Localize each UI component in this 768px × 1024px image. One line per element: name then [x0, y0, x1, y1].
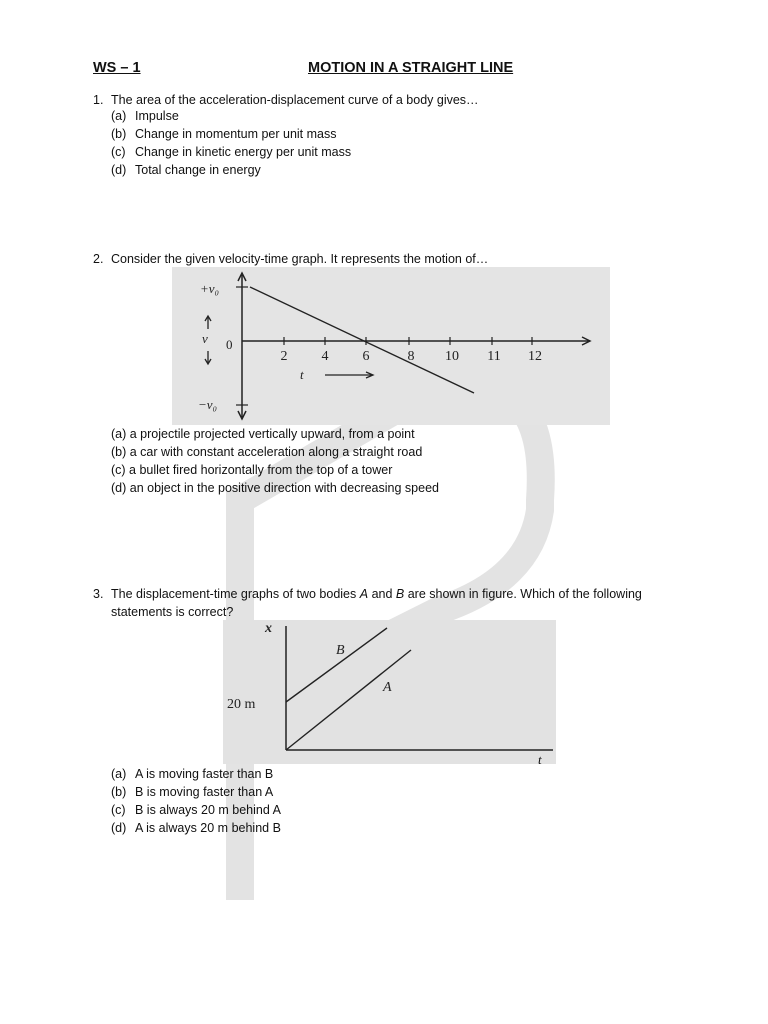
option-text: A is always 20 m behind B: [135, 821, 281, 835]
question-text-line-1: [111, 585, 642, 603]
body-a-name: A: [359, 587, 369, 601]
option-text: Change in kinetic energy per unit mass: [135, 145, 352, 159]
q3-option-a: [111, 767, 273, 781]
text-part: and: [368, 587, 396, 601]
body-b-name: B: [395, 587, 405, 601]
minus-v0-label: −v₀: [198, 397, 218, 412]
option-a: [111, 109, 179, 123]
option-text: Impulse: [135, 109, 179, 123]
graph-background: [172, 267, 610, 425]
q3-option-c: [111, 803, 281, 817]
tick-label-8: 8: [407, 349, 415, 364]
q3-option-d: [111, 821, 281, 835]
option-label: (c): [111, 145, 126, 159]
text-part: are shown in figure. Which of the following: [404, 587, 642, 601]
line-b-label: B: [336, 643, 345, 658]
tick-label-10: 10: [445, 349, 459, 364]
option-label: (a): [111, 767, 127, 781]
q2-option-a: (a) a projectile projected vertically upward, from a point: [111, 427, 415, 441]
line-a-label: A: [383, 680, 392, 695]
option-b: [111, 127, 336, 141]
option-c: [111, 145, 351, 159]
velocity-time-graph: [172, 267, 610, 425]
question-number: 2.: [93, 252, 104, 266]
q2-option-b: (b) a car with constant acceleration along a straight road: [111, 445, 423, 459]
question-text-line-2: statements is correct?: [111, 605, 234, 619]
q2-option-c: (c) a bullet fired horizontally from the top of a tower: [111, 463, 393, 477]
twenty-m-label: 20 m: [227, 697, 256, 712]
tick-label-4: 4: [321, 349, 329, 364]
x-axis-label: x: [265, 621, 272, 636]
option-text: Change in momentum per unit mass: [135, 127, 337, 141]
option-text: B is always 20 m behind A: [135, 803, 281, 817]
text-part: The displacement-time graphs of two bodies: [111, 587, 360, 601]
q2-option-d: (d) an object in the positive direction with decreasing speed: [111, 481, 439, 495]
option-d: [111, 163, 261, 177]
option-label: (a): [111, 109, 127, 123]
option-text: B is moving faster than A: [135, 785, 274, 799]
question-number: 3.: [93, 587, 104, 601]
option-text: A is moving faster than B: [135, 767, 274, 781]
t-axis-label: t: [300, 367, 304, 382]
tick-label-11: 11: [487, 349, 501, 364]
tick-label-2: 2: [280, 349, 288, 364]
option-label: (d): [111, 163, 127, 177]
tick-label-12: 12: [528, 349, 542, 364]
v-axis-label: v: [202, 331, 208, 346]
option-label: (d): [111, 821, 127, 835]
question-text: The area of the acceleration-displacement curve of a body gives…: [111, 93, 479, 107]
origin-label: 0: [226, 337, 233, 352]
worksheet-number: WS – 1: [93, 60, 141, 76]
worksheet-header: [93, 60, 673, 82]
worksheet-title: MOTION IN A STRAIGHT LINE: [308, 60, 514, 76]
q3-option-b: [111, 785, 273, 799]
displacement-time-graph: [223, 620, 556, 764]
question-number: 1.: [93, 93, 104, 107]
tick-label-6: 6: [362, 349, 370, 364]
plus-v0-label: +v₀: [200, 281, 220, 296]
option-label: (b): [111, 785, 127, 799]
option-label: (b): [111, 127, 127, 141]
question-text: Consider the given velocity-time graph. It represents the motion of…: [111, 252, 489, 266]
option-label: (c): [111, 803, 126, 817]
t-axis-label: t: [538, 752, 542, 767]
option-text: Total change in energy: [135, 163, 261, 177]
